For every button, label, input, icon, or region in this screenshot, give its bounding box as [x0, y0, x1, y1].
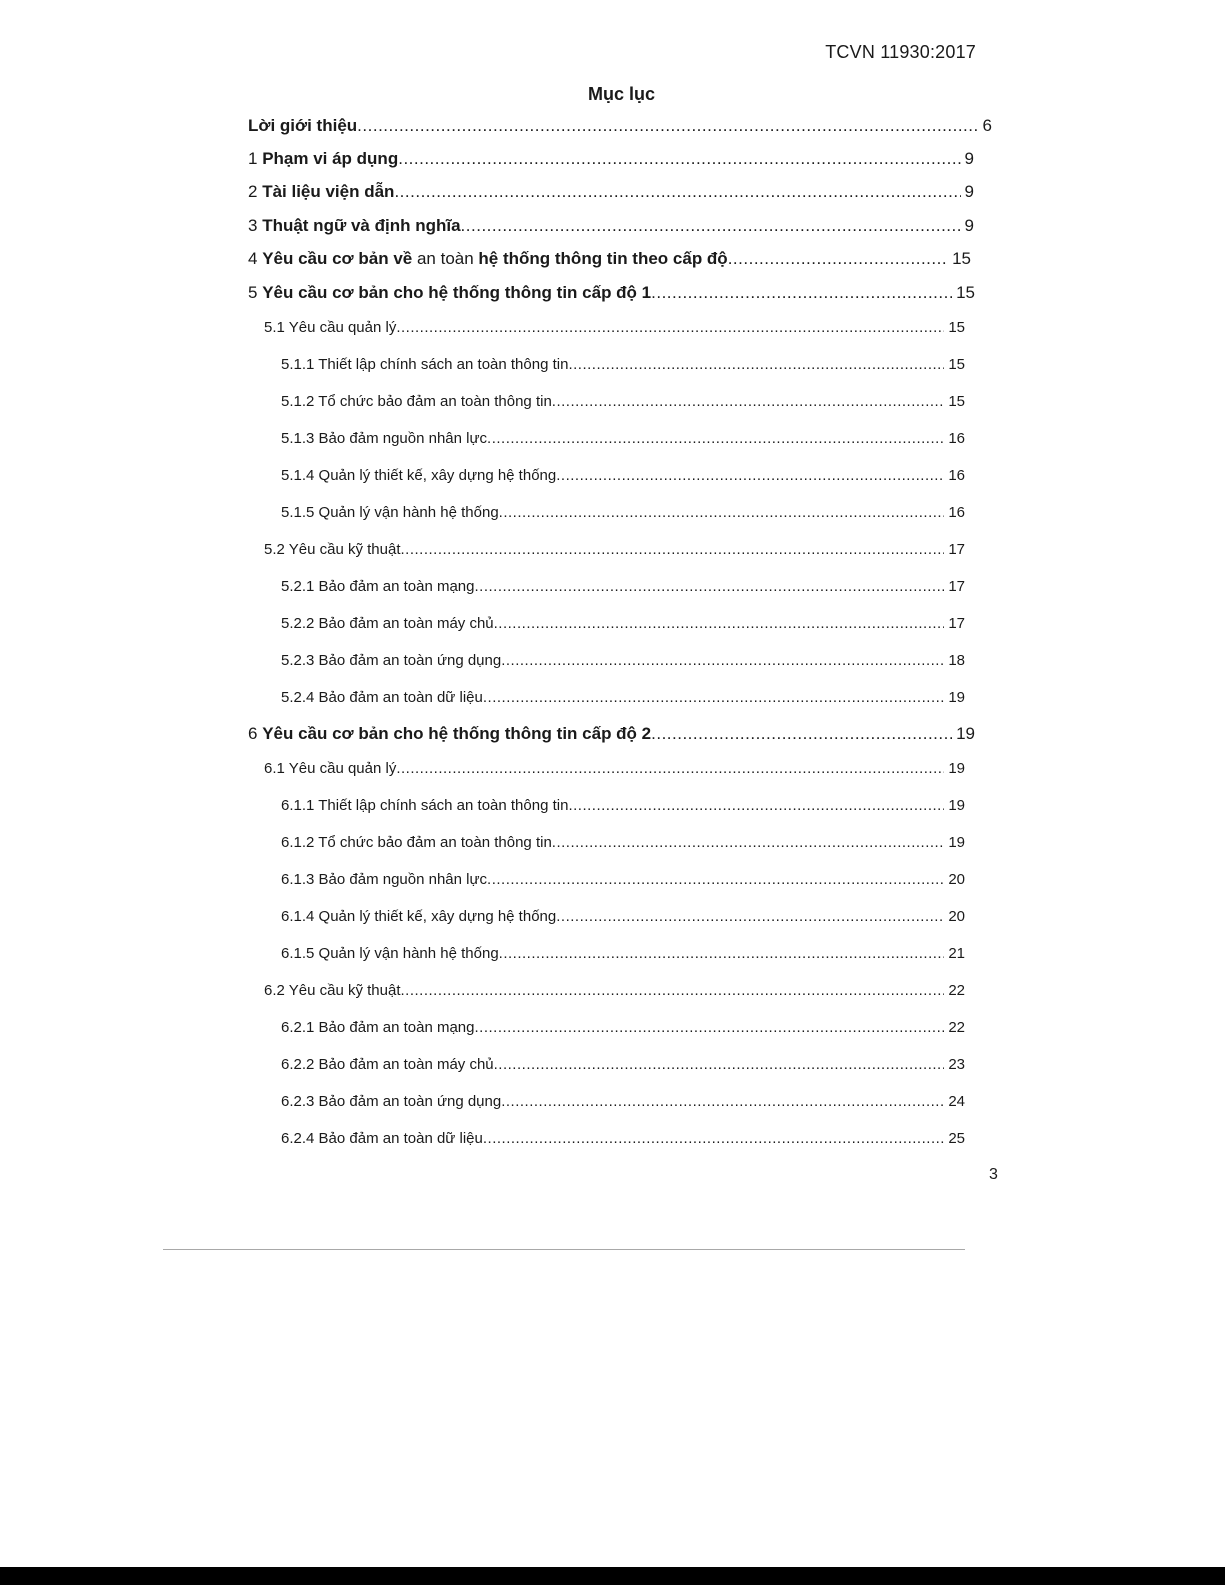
toc-entry[interactable]: 5.1 Yêu cầu quản lý ..... 15 [264, 319, 965, 336]
toc-entry[interactable]: 6 Yêu cầu cơ bản cho hệ thống thông tin cấp độ 2 ..... 19 [248, 724, 975, 744]
toc-entry[interactable]: Lời giới thiệu ..... 6 [248, 116, 992, 136]
toc-entry[interactable]: 6.1.2 Tổ chức bảo đảm an toàn thông tin ..... 19 [281, 834, 965, 851]
page-number: 3 [989, 1166, 998, 1183]
toc-entry[interactable]: 1 Phạm vi áp dụng ..... 9 [248, 149, 974, 169]
toc-entry[interactable]: 5.1.1 Thiết lập chính sách an toàn thông tin ..... 15 [281, 356, 965, 373]
document-code: TCVN 11930:2017 [825, 42, 976, 62]
toc-entry[interactable]: 6.2.1 Bảo đảm an toàn mạng ..... 22 [281, 1019, 965, 1036]
toc-entry[interactable]: 6.2.4 Bảo đảm an toàn dữ liệu ..... 25 [281, 1130, 965, 1147]
toc-entry[interactable]: 2 Tài liệu viện dẫn ..... 9 [248, 182, 974, 202]
toc-entry[interactable]: 6.1.1 Thiết lập chính sách an toàn thông tin ..... 19 [281, 797, 965, 814]
toc-entry[interactable]: 3 Thuật ngữ và định nghĩa ..... 9 [248, 216, 974, 236]
toc-entry[interactable]: 5.2.1 Bảo đảm an toàn mạng ..... 17 [281, 578, 965, 595]
toc-title: Mục lục [587, 84, 655, 104]
toc-entry[interactable]: 5 Yêu cầu cơ bản cho hệ thống thông tin cấp độ 1 ..... 15 [248, 283, 975, 303]
toc-entry[interactable]: 5.2.2 Bảo đảm an toàn máy chủ ..... 17 [281, 615, 965, 632]
toc-entry[interactable]: 5.1.2 Tổ chức bảo đảm an toàn thông tin ..... 15 [281, 393, 965, 410]
toc-entry[interactable]: 5.2.3 Bảo đảm an toàn ứng dụng ..... 18 [281, 652, 965, 669]
toc-entry[interactable]: 6.2 Yêu cầu kỹ thuật ..... 22 [264, 982, 965, 999]
toc-entry[interactable]: 5.1.3 Bảo đảm nguồn nhân lực ..... 16 [281, 430, 965, 447]
toc-entry[interactable]: 6.1 Yêu cầu quản lý ..... 19 [264, 760, 965, 777]
toc-entry[interactable]: 6.2.3 Bảo đảm an toàn ứng dụng ..... 24 [281, 1093, 965, 1110]
toc-entry[interactable]: 5.1.4 Quản lý thiết kế, xây dựng hệ thống ..... 16 [281, 467, 965, 484]
toc-entry[interactable]: 6.1.5 Quản lý vận hành hệ thống ..... 21 [281, 945, 965, 962]
toc-entry[interactable]: 5.2 Yêu cầu kỹ thuật ..... 17 [264, 541, 965, 558]
page-separator [163, 1249, 965, 1250]
toc-entry[interactable]: 6.1.4 Quản lý thiết kế, xây dựng hệ thống ..... 20 [281, 908, 965, 925]
toc-entry[interactable]: 5.1.5 Quản lý vận hành hệ thống ..... 16 [281, 504, 965, 521]
toc-entry[interactable]: 5.2.4 Bảo đảm an toàn dữ liệu ..... 19 [281, 689, 965, 706]
toc-entry[interactable]: 6.2.2 Bảo đảm an toàn máy chủ ..... 23 [281, 1056, 965, 1073]
bottom-edge-bar [0, 1567, 1225, 1585]
toc-entry[interactable]: 6.1.3 Bảo đảm nguồn nhân lực ..... 20 [281, 871, 965, 888]
toc-entry[interactable]: 4 Yêu cầu cơ bản về an toàn hệ thống thông tin theo cấp độ ..... 15 [248, 249, 971, 269]
